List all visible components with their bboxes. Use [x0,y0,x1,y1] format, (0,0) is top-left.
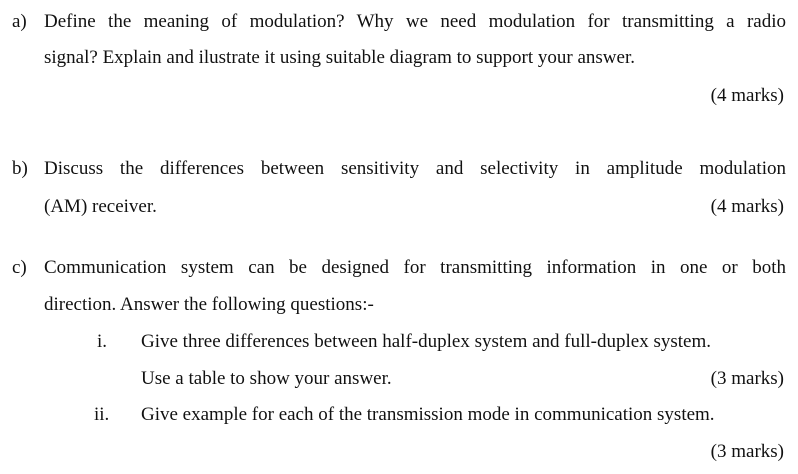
question-c-sub-ii-text-line1: Give example for each of the transmission mode in communication system. [141,404,715,425]
question-a-text-line2: signal? Explain and ilustrate it using suitable diagram to support your answer. [44,47,635,68]
question-a-text-line1: Define the meaning of modulation? Why we need modulation for transmitting a radio [44,11,786,32]
question-c-sub-ii-marks: (3 marks) [710,441,784,462]
question-b-marks: (4 marks) [710,196,784,217]
question-c-sub-i-label: i. [97,331,108,352]
question-b-text-line2: (AM) receiver. [44,196,157,217]
question-c-text-line1: Communication system can be designed for transmitting information in one or both [44,257,786,278]
question-c-sub-ii-label: ii. [94,404,110,425]
question-b-label: b) [12,158,28,179]
question-c-text-line2: direction. Answer the following questions:- [44,294,374,315]
question-c-label: c) [12,257,27,278]
question-c-sub-i-text-line2: Use a table to show your answer. [141,368,392,389]
question-a-marks: (4 marks) [710,85,784,106]
question-b-text-line1: Discuss the differences between sensitivity and selectivity in amplitude modulation [44,158,786,179]
question-c-sub-i-marks: (3 marks) [710,368,784,389]
question-c-sub-i-text-line1: Give three differences between half-duplex system and full-duplex system. [141,331,711,352]
question-a-label: a) [12,11,27,32]
